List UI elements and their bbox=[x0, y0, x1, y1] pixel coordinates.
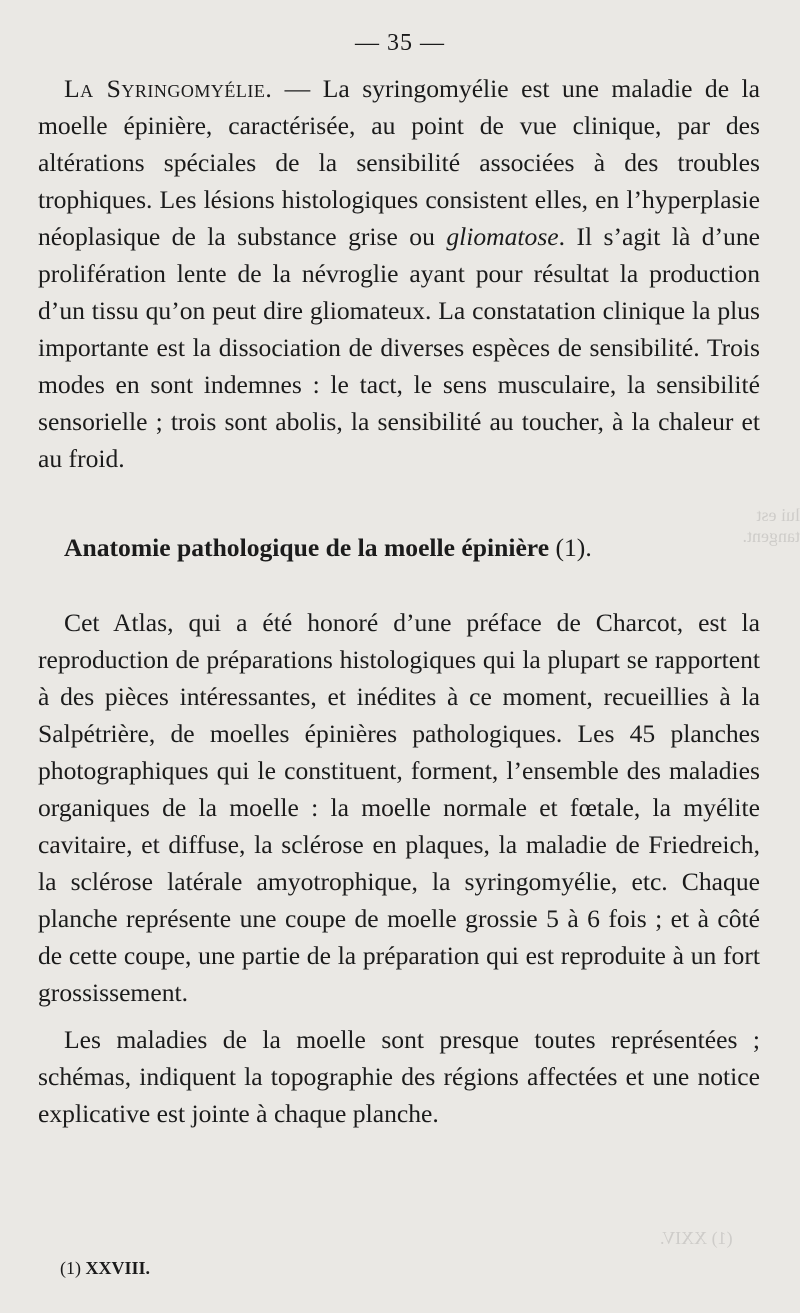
section-title bbox=[64, 529, 760, 566]
gliomatose-term: gliomatose bbox=[446, 222, 559, 251]
footnote-reference: (1). bbox=[549, 533, 592, 562]
footnote-text: XXVIII. bbox=[85, 1258, 151, 1278]
footnote bbox=[60, 1256, 150, 1280]
page-number: — 35 — bbox=[355, 30, 445, 56]
bleed-through-line: lui est tangent. bbox=[742, 505, 800, 546]
syringomyelia-heading: La Syringomyélie. bbox=[64, 74, 273, 103]
syringomyelia-text-continued: . Il s’agit là d’une prolifération lente de la névroglie ayant pour résultat la production d’un tissu qu’on peut dire gliomateux. La constatation clinique la plus importante est la dissociation de diverses espèces de sensibilité. Trois modes en sont indemnes : le tact, le sens musculaire, la sensibilité sensorielle ; trois sont abolis, la sensibilité au toucher, à la chaleur et au froid. bbox=[38, 222, 761, 473]
footnote-marker: (1) bbox=[60, 1258, 81, 1278]
diseases-paragraph: Les maladies de la moelle sont presque toutes représentées ; schémas, indiquent la topographie des régions affectées et une notice explicative est jointe à chaque planche. bbox=[38, 1025, 760, 1128]
atlas-paragraph: Cet Atlas, qui a été honoré d’une préface de Charcot, est la reproduction de préparations histologiques qui la plupart se rapportent à des pièces intéressantes, et inédites à ce moment, recueillies à la Salpétrière, de moelles épinières pathologiques. Les 45 planches photographiques qui le constituent, forment, l’ensemble des maladies organiques de la moelle : la moelle normale et fœtale, la myélite cavitaire, et diffuse, la sclérose en plaques, la maladie de Friedreich, la sclérose latérale amyotrophique, la syringomyélie, etc. Chaque planche représente une coupe de moelle grossie 5 à 6 fois ; et à côté de cette coupe, une partie de la préparation qui est reproduite à un fort grossissement. bbox=[38, 608, 760, 1007]
bleed-through-line: (1) XXIV. bbox=[660, 1228, 733, 1248]
section-title-text: Anatomie pathologique de la moelle épinière bbox=[64, 533, 550, 562]
bleed-through-text bbox=[660, 1228, 733, 1249]
page-body bbox=[38, 70, 760, 1132]
syringomyelia-text: — La syringomyélie est une maladie de la moelle épinière, caractérisée, au point de vue clinique, par des altérations spéciales de la sensibilité associées à des troubles trophiques. Les lésions histologiques consistent elles, en l’hyperplasie néoplasique de la substance grise ou bbox=[38, 74, 760, 251]
syringomyelia-paragraph bbox=[38, 70, 760, 477]
